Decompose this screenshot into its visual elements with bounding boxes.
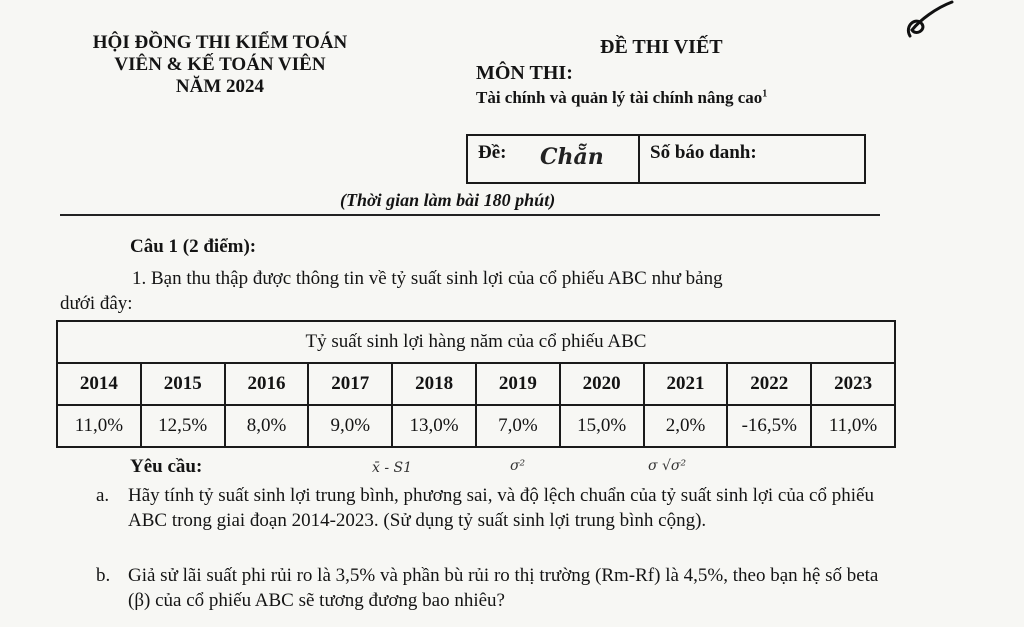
year-cell: 2021: [644, 363, 728, 405]
council-line-1: HỘI ĐỒNG THI KIỂM TOÁN: [92, 32, 348, 53]
year-cell: 2018: [392, 363, 476, 405]
exam-code-box: [466, 134, 866, 184]
return-cell: 12,5%: [141, 405, 225, 447]
header-divider: [60, 214, 880, 216]
handwritten-notes: [362, 458, 762, 482]
council-line-3: NĂM 2024: [175, 76, 265, 97]
exam-council-heading: [40, 32, 400, 98]
exam-code-handwritten: Chẵn: [540, 144, 604, 170]
year-cell: 2019: [476, 363, 560, 405]
year-cell: 2014: [57, 363, 141, 405]
subject-name-text: Tài chính và quản lý tài chính nâng cao: [476, 88, 763, 107]
question-intro-line-1: 1. Bạn thu thập được thông tin về tỷ suất sinh lợi của cổ phiếu ABC như bảng: [132, 268, 723, 289]
exam-code-cell: [468, 136, 640, 182]
exam-code-label: Đề:: [478, 142, 507, 163]
requirement-label: b.: [96, 565, 111, 586]
council-line-2: VIÊN & KẾ TOÁN VIÊN: [114, 54, 326, 75]
requirement-text: Hãy tính tỷ suất sinh lợi trung bình, phương sai, và độ lệch chuẩn của tỷ suất sinh lợi của cổ phiếu ABC trong giai đoạn 2014-2023. (Sử dụng tỷ suất sinh lợi trung bình cộng).: [128, 485, 874, 531]
signature-mark: [896, 0, 956, 40]
exam-type-title: ĐỀ THI VIẾT: [600, 36, 723, 58]
return-cell: 13,0%: [392, 405, 476, 447]
return-cell: 8,0%: [225, 405, 309, 447]
year-cell: 2020: [560, 363, 644, 405]
return-cell: 11,0%: [57, 405, 141, 447]
year-cell: 2015: [141, 363, 225, 405]
subject-label: MÔN THI:: [476, 62, 573, 84]
requirement-text: Giả sử lãi suất phi rủi ro là 3,5% và phần bù rủi ro thị trường (Rm-Rf) là 4,5%, theo bạn hệ số beta (β) của cổ phiếu ABC sẽ tương đương bao nhiêu?: [128, 565, 879, 611]
return-cell: 9,0%: [308, 405, 392, 447]
return-cell: 2,0%: [644, 405, 728, 447]
handwritten-note: x̄ - S1: [372, 460, 413, 476]
returns-table: [56, 320, 896, 448]
return-cell: 7,0%: [476, 405, 560, 447]
exam-duration: (Thời gian làm bài 180 phút): [340, 190, 556, 210]
table-year-row: [57, 363, 895, 405]
requirement-label: a.: [96, 485, 110, 506]
subject-footnote-marker: 1: [762, 88, 768, 100]
candidate-number-cell: [640, 136, 864, 182]
return-cell: 15,0%: [560, 405, 644, 447]
table-return-row: [57, 405, 895, 447]
return-cell: 11,0%: [811, 405, 895, 447]
handwritten-note: σ²: [510, 458, 526, 474]
table-caption-row: [57, 321, 895, 363]
requirement-item-b: [96, 563, 896, 613]
requirement-item-a: [96, 483, 896, 533]
candidate-number-label: Số báo danh:: [650, 142, 757, 163]
table-caption: Tỷ suất sinh lợi hàng năm của cổ phiếu ABC: [57, 321, 895, 363]
question-title: Câu 1 (2 điểm):: [130, 236, 257, 257]
return-cell: -16,5%: [727, 405, 811, 447]
year-cell: 2022: [727, 363, 811, 405]
question-intro: [60, 266, 890, 316]
requirements-title: Yêu cầu:: [130, 456, 203, 477]
subject-name: [476, 88, 767, 108]
year-cell: 2023: [811, 363, 895, 405]
year-cell: 2017: [308, 363, 392, 405]
question-intro-line-2: dưới đây:: [60, 293, 133, 314]
handwritten-note: σ √σ²: [648, 458, 687, 474]
year-cell: 2016: [225, 363, 309, 405]
